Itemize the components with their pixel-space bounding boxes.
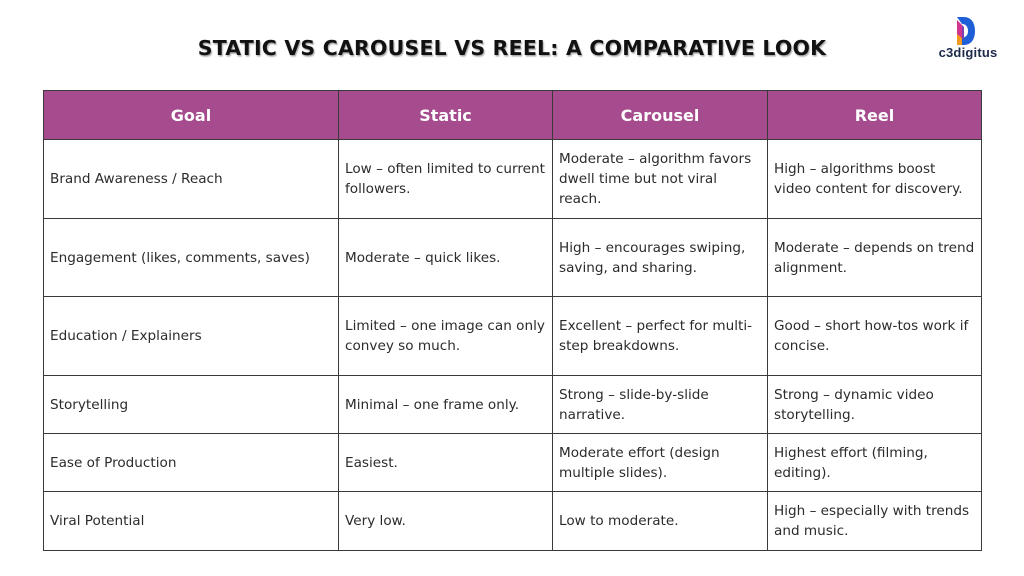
reel-cell: Moderate – depends on trend alignment.	[768, 219, 982, 297]
table-row	[44, 434, 982, 492]
goal-cell: Storytelling	[44, 376, 339, 434]
carousel-cell: Excellent – perfect for multi-step breakdowns.	[553, 297, 768, 376]
table-row	[44, 140, 982, 219]
carousel-cell: High – encourages swiping, saving, and sharing.	[553, 219, 768, 297]
goal-cell: Brand Awareness / Reach	[44, 140, 339, 219]
comparison-table	[43, 90, 982, 551]
brand-logo	[918, 16, 1018, 64]
reel-cell: Good – short how-tos work if concise.	[768, 297, 982, 376]
table-row	[44, 297, 982, 376]
table-row	[44, 219, 982, 297]
carousel-cell: Strong – slide-by-slide narrative.	[553, 376, 768, 434]
goal-cell: Viral Potential	[44, 492, 339, 551]
carousel-cell: Low to moderate.	[553, 492, 768, 551]
page-title: STATIC VS CAROUSEL VS REEL: A COMPARATIVE LOOK	[197, 36, 827, 60]
table-row	[44, 376, 982, 434]
reel-cell: Highest effort (filming, editing).	[768, 434, 982, 492]
column-header-carousel: Carousel	[553, 91, 768, 140]
carousel-cell: Moderate effort (design multiple slides).	[553, 434, 768, 492]
reel-cell: Strong – dynamic video storytelling.	[768, 376, 982, 434]
table-row	[44, 492, 982, 551]
static-cell: Very low.	[339, 492, 553, 551]
reel-cell: High – especially with trends and music.	[768, 492, 982, 551]
static-cell: Minimal – one frame only.	[339, 376, 553, 434]
reel-cell: High – algorithms boost video content for discovery.	[768, 140, 982, 219]
column-header-reel: Reel	[768, 91, 982, 140]
goal-cell: Education / Explainers	[44, 297, 339, 376]
c3digitus-d-logo-icon	[954, 16, 976, 46]
carousel-cell: Moderate – algorithm favors dwell time but not viral reach.	[553, 140, 768, 219]
static-cell: Low – often limited to current followers.	[339, 140, 553, 219]
goal-cell: Ease of Production	[44, 434, 339, 492]
static-cell: Easiest.	[339, 434, 553, 492]
table-header-row	[44, 91, 982, 140]
goal-cell: Engagement (likes, comments, saves)	[44, 219, 339, 297]
static-cell: Moderate – quick likes.	[339, 219, 553, 297]
column-header-goal: Goal	[44, 91, 339, 140]
column-header-static: Static	[339, 91, 553, 140]
static-cell: Limited – one image can only convey so much.	[339, 297, 553, 376]
brand-name: c3digitus	[938, 45, 998, 60]
